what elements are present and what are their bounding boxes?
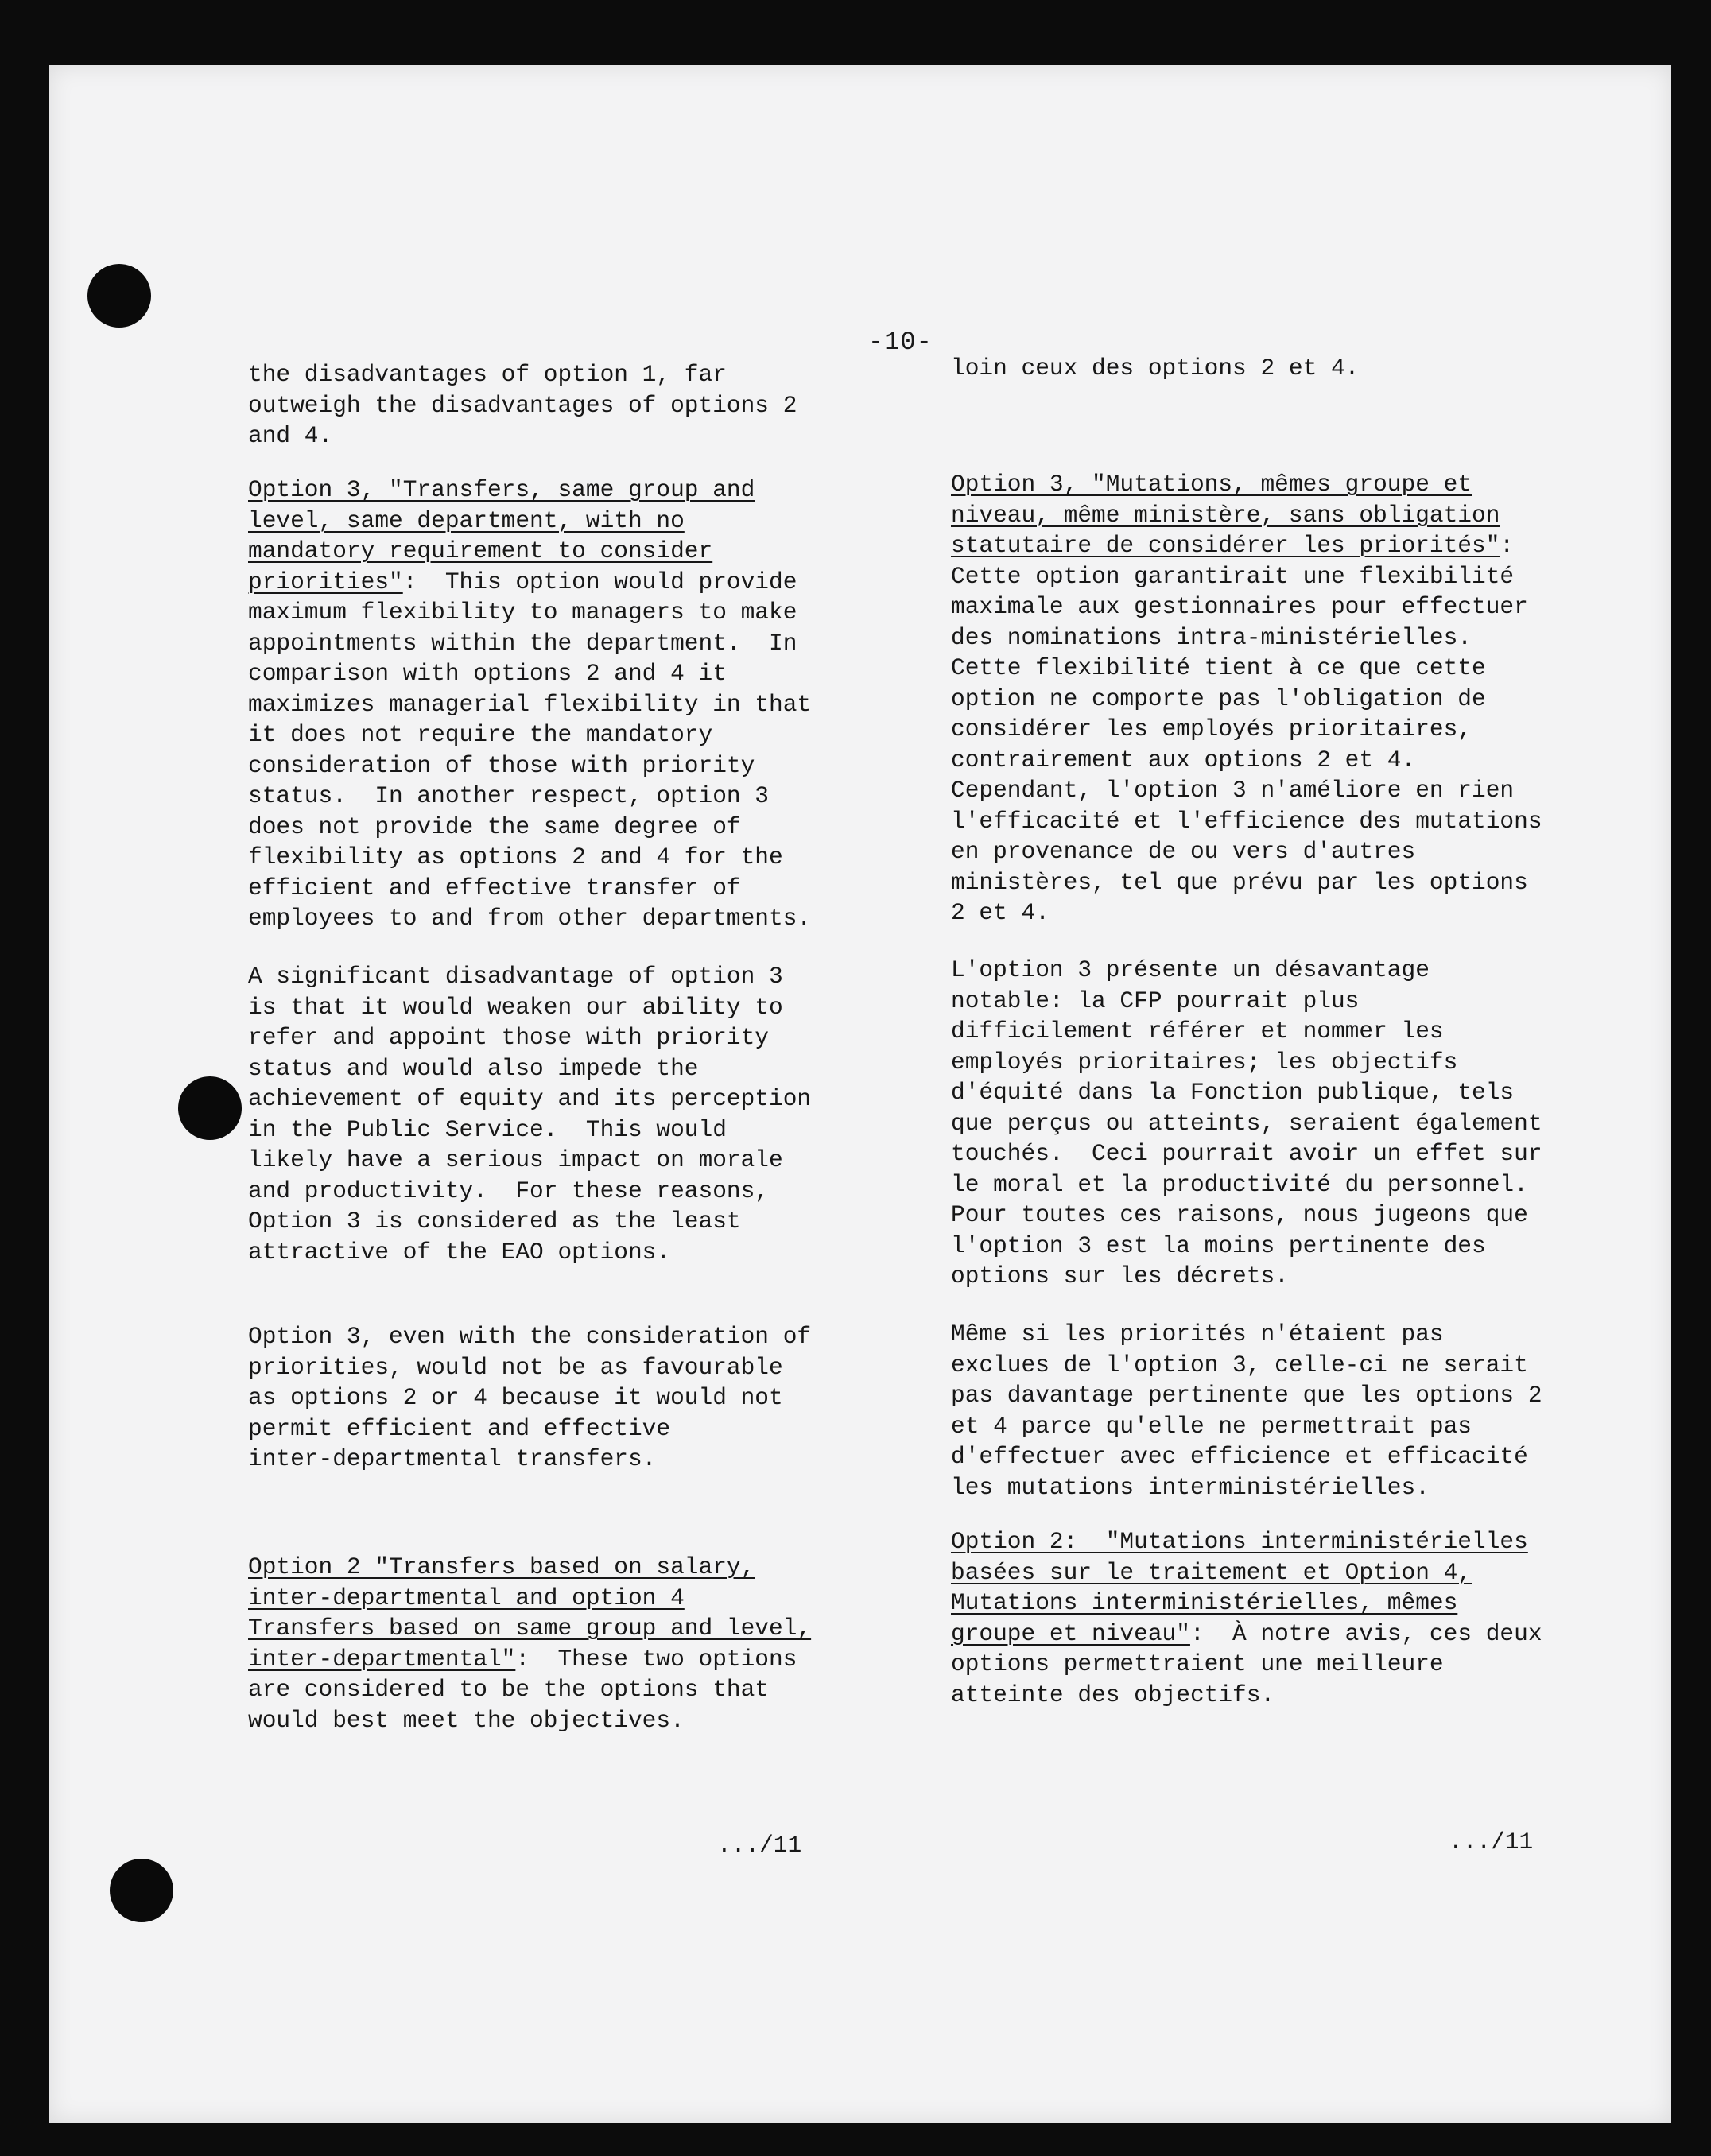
english-paragraph-5 bbox=[248, 1552, 884, 1735]
english-continuation: .../11 bbox=[717, 1832, 802, 1859]
french-paragraph-2 bbox=[951, 469, 1587, 929]
french-continuation: .../11 bbox=[1449, 1828, 1534, 1855]
french-option2-4-heading: Option 2: "Mutations interministérielles basées sur le traitement et Option 4, Mutations interministérielles, mêmes groupe et niveau" bbox=[951, 1528, 1528, 1647]
english-paragraph-2 bbox=[248, 475, 884, 934]
french-option2-4-body: : À notre avis, ces deux options permettraient une meilleure atteinte des objectifs. bbox=[951, 1619, 1542, 1708]
punch-hole-middle bbox=[178, 1076, 242, 1140]
english-option3-body: : This option would provide maximum flexibility to managers to make appointments within the department. In comparison with options 2 and 4 it maximizes managerial flexibility in that it does not require the mandatory consideration of those with priority status. In another respect, option 3 does not provide the same degree of flexibility as options 2 and 4 for the efficient and effective transfer of employees to and from other departments. bbox=[248, 568, 812, 932]
english-paragraph-4: Option 3, even with the consideration of priorities, would not be as favourable as options 2 or 4 because it would not permit efficient and effective inter-departmental transfers. bbox=[248, 1323, 812, 1472]
french-option3-body: : Cette option garantirait une flexibilité maximale aux gestionnaires pour effectuer des nominations intra-ministérielles. Cette flexibilité tient à ce que cette option ne comporte pas l'obligation de considérer les employés prioritaires, contrairement aux options 2 et 4. Cependant, l'option 3 n'améliore en rien l'efficacité et l'efficience des mutations en provenance de ou vers d'autres ministères, tel que prévu par les options 2 et 4. bbox=[951, 532, 1542, 926]
punch-hole-top bbox=[87, 264, 151, 328]
page-number: -10- bbox=[868, 328, 933, 357]
french-paragraph-3: L'option 3 présente un désavantage notable: la CFP pourrait plus difficilement référer et nommer les employés prioritaires; les objectifs d'équité dans la Fonction publique, tels que perçus ou atteints, seraient également touchés. Ceci pourrait avoir un effet sur le moral et la productivité du personnel. Pour toutes ces raisons, nous jugeons que l'option 3 est la moins pertinente des options sur les décrets. bbox=[951, 956, 1542, 1289]
english-option2-4-body: : These two options are considered to be the options that would best meet the objectives. bbox=[248, 1645, 797, 1734]
english-option2-4-heading: Option 2 "Transfers based on salary, inter-departmental and option 4 Transfers based on same group and level, inter-departmental" bbox=[248, 1553, 812, 1673]
french-paragraph-4: Même si les priorités n'étaient pas exclues de l'option 3, celle-ci ne serait pas davantage pertinente que les options 2 et 4 parce qu'elle ne permettrait pas d'effectuer avec efficience et efficacité les mutations interministérielles. bbox=[951, 1320, 1542, 1501]
french-option3-heading: Option 3, "Mutations, mêmes groupe et niveau, même ministère, sans obligation statutaire de considérer les priorités" bbox=[951, 471, 1500, 559]
english-paragraph-3: A significant disadvantage of option 3 is that it would weaken our ability to refer and appoint those with priority status and would also impede the achievement of equity and its perception in the Public Service. This would likely have a serious impact on morale and productivity. For these reasons, Option 3 is considered as the least attractive of the EAO options. bbox=[248, 963, 812, 1266]
english-paragraph-1: the disadvantages of option 1, far outweigh the disadvantages of options 2 and 4. bbox=[248, 361, 797, 449]
french-paragraph-1: loin ceux des options 2 et 4. bbox=[951, 355, 1360, 382]
punch-hole-bottom bbox=[110, 1859, 173, 1922]
document-page bbox=[49, 65, 1671, 2123]
french-paragraph-5 bbox=[951, 1526, 1587, 1710]
english-option3-heading: Option 3, "Transfers, same group and level, same department, with no mandatory requirement to consider priorities" bbox=[248, 476, 755, 595]
